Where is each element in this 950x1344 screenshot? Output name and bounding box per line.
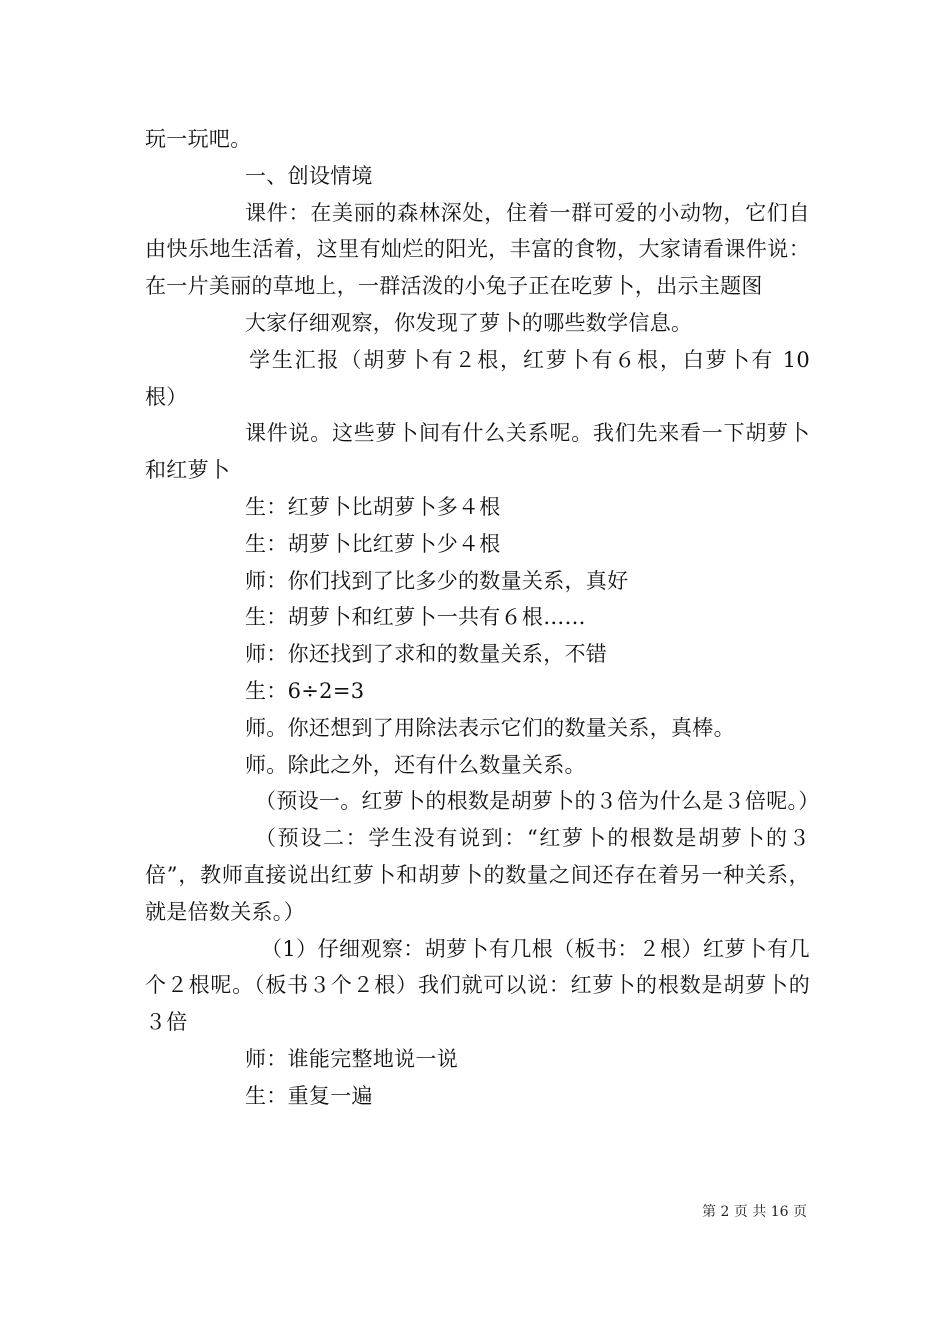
dialogue-line: 生：胡萝卜和红萝卜一共有６根…… [245, 605, 586, 630]
paragraph-student-report: 学生汇报（胡萝卜有２根，红萝卜有６根，白萝卜有 10 根） [145, 347, 810, 409]
paragraph-preset-two: （预设二：学生没有说到：“红萝卜的根数是胡萝卜的３倍”，教师直接说出红萝卜和胡萝卜的数量之间还存在着另一种关系，就是倍数关系。） [145, 826, 810, 924]
paragraph-preset-one: （预设一。红萝卜的根数是胡萝卜的３倍为什么是３倍呢。） [255, 789, 820, 814]
dialogue-line: 师：你还找到了求和的数量关系，不错 [245, 642, 608, 667]
dialogue-line: 师：谁能完整地说一说 [245, 1046, 458, 1071]
section-heading: 一、创设情境 [245, 163, 373, 188]
paragraph-observe-prompt: 大家仔细观察，你发现了萝卜的哪些数学信息。 [245, 310, 693, 335]
dialogue-line: 生：6÷2=3 [245, 678, 365, 703]
paragraph-courseware-intro: 课件：在美丽的森林深处，住着一群可爱的小动物，它们自由快乐地生活着，这里有灿烂的阳光，丰富的食物，大家请看课件说：在一片美丽的草地上，一群活泼的小兔子正在吃萝卜，出示主题图 [145, 200, 810, 299]
paragraph-continuation: 玩一玩吧。 [145, 127, 252, 151]
document-body [145, 121, 820, 1115]
dialogue-line: 生：胡萝卜比红萝卜少４根 [245, 531, 501, 556]
dialogue-line: 生：重复一遍 [245, 1083, 373, 1108]
dialogue-line: 师。除此之外，还有什么数量关系。 [245, 752, 586, 777]
paragraph-observe-step: （1）仔细观察：胡萝卜有几根（板书：２根）红萝卜有几个２根呢。（板书３个２根）我们就可以说：红萝卜的根数是胡萝卜的３倍 [145, 936, 810, 1035]
dialogue-line: 师。你还想到了用除法表示它们的数量关系，真棒。 [245, 715, 735, 740]
dialogue-line: 生：红萝卜比胡萝卜多４根 [245, 494, 501, 519]
dialogue-line: 师：你们找到了比多少的数量关系，真好 [245, 568, 629, 593]
paragraph-courseware-question: 课件说。这些萝卜间有什么关系呢。我们先来看一下胡萝卜和红萝卜 [145, 421, 810, 483]
page-number-footer: 第 2 页 共 16 页 [702, 1204, 807, 1220]
